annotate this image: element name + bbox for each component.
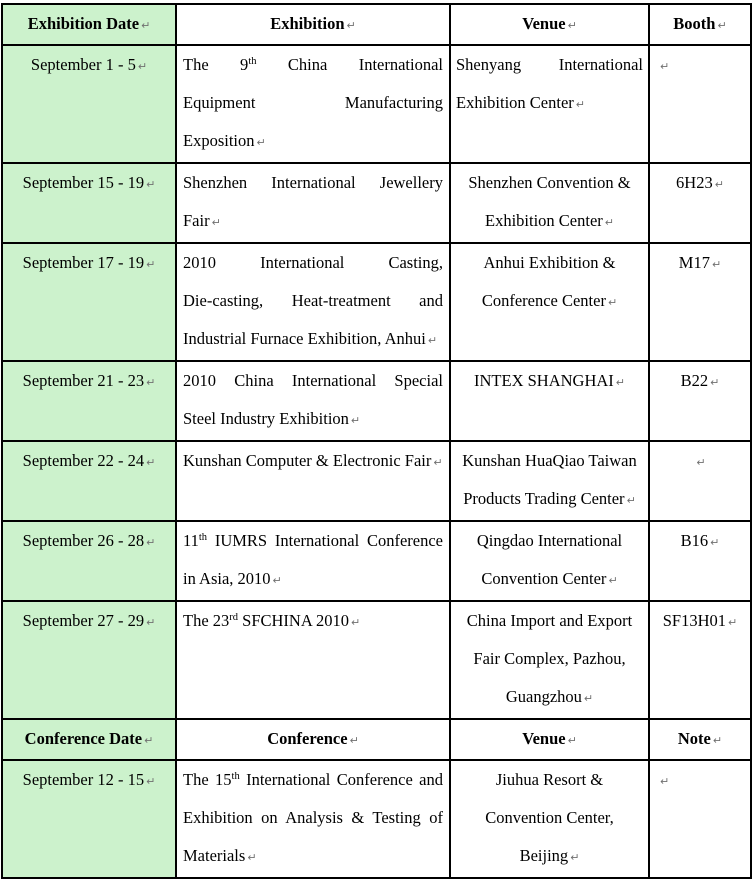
exhibition-cell: [176, 243, 450, 361]
text-line: [177, 720, 449, 759]
cell-text: Venue: [522, 14, 566, 33]
header-conference-date: [2, 719, 176, 760]
cell-text: Jiuhua Resort &: [495, 770, 604, 789]
table-row: [2, 441, 751, 521]
paragraph-mark-icon: ↵: [567, 19, 577, 32]
text-line: [451, 5, 648, 44]
table-row: [2, 361, 751, 441]
paragraph-mark-icon: ↵: [247, 851, 257, 864]
paragraph-mark-icon: ↵: [427, 334, 438, 347]
header-booth: [649, 4, 751, 45]
paragraph-mark-icon: ↵: [567, 734, 577, 747]
cell-text: September 12 - 15: [22, 770, 145, 789]
paragraph-mark-icon: ↵: [146, 178, 156, 191]
paragraph-mark-icon: ↵: [146, 536, 156, 549]
cell-text: Convention Center,: [485, 808, 614, 827]
cell-text: Note: [677, 729, 711, 748]
paragraph-mark-icon: ↵: [604, 216, 614, 229]
paragraph-mark-icon: ↵: [714, 178, 724, 191]
cell-text: Shenzhen International Jewellery Fair: [183, 173, 443, 230]
venue-cell: [450, 243, 649, 361]
cell-text: September 21 - 23: [22, 371, 145, 390]
paragraph-mark-icon: ↵: [146, 258, 156, 271]
text-line: [654, 442, 746, 482]
cell-text: Venue: [522, 729, 566, 748]
booth-cell: [649, 361, 751, 441]
cell-text: in Asia, 2010: [183, 569, 271, 588]
text-line: [654, 522, 746, 562]
text-line: [183, 84, 443, 162]
exhibition-cell: [176, 45, 450, 163]
paragraph-mark-icon: ↵: [660, 60, 670, 73]
paragraph-mark-icon: ↵: [660, 775, 670, 788]
date-cell: [2, 441, 176, 521]
header-note: [649, 719, 751, 760]
text-line: [456, 560, 643, 600]
exhibition-cell: [176, 521, 450, 601]
cell-text: September 15 - 19: [22, 173, 145, 192]
paragraph-mark-icon: ↵: [575, 98, 585, 111]
text-line: [456, 640, 643, 678]
cell-text: Exhibition on Analysis & Testing of: [183, 808, 443, 827]
text-line: [654, 362, 746, 402]
paragraph-mark-icon: ↵: [144, 734, 154, 747]
booth-cell: [649, 45, 751, 163]
ordinal-superscript: th: [231, 771, 240, 782]
booth-cell: [649, 601, 751, 719]
text-line: [654, 602, 746, 642]
date-cell: [2, 521, 176, 601]
text-line: [183, 244, 443, 282]
conference-header-row: [2, 719, 751, 760]
paragraph-mark-icon: ↵: [146, 376, 156, 389]
date-cell: [2, 243, 176, 361]
cell-text: 2010 International Casting,: [183, 253, 443, 272]
conference-cell: [176, 760, 450, 878]
paragraph-mark-icon: ↵: [141, 19, 151, 32]
cell-text: Die-casting, Heat-treatment and: [183, 291, 443, 310]
venue-cell: [450, 163, 649, 243]
text-line: [456, 244, 643, 282]
cell-text: The 15: [183, 770, 232, 789]
text-line: [183, 837, 443, 877]
cell-text: Exhibition: [270, 14, 345, 33]
cell-text: SF13H01: [662, 611, 727, 630]
exhibition-header-row: [2, 4, 751, 45]
text-line: [456, 522, 643, 560]
cell-text: Shenzhen Convention &: [468, 173, 631, 192]
cell-text: September 27 - 29: [22, 611, 145, 630]
venue-cell: [450, 441, 649, 521]
text-line: [654, 244, 746, 284]
text-line: [456, 602, 643, 640]
text-line: [3, 46, 175, 86]
paragraph-mark-icon: ↵: [146, 775, 156, 788]
cell-text: Conference Center: [481, 291, 606, 310]
cell-text: Anhui Exhibition &: [483, 253, 616, 272]
text-line: [650, 720, 750, 759]
text-line: [456, 282, 643, 322]
text-line: [3, 720, 175, 759]
paragraph-mark-icon: ↵: [608, 574, 618, 587]
cell-text: Fair Complex, Pazhou,: [473, 649, 626, 668]
text-line: [658, 46, 746, 86]
text-line: [456, 837, 643, 877]
ordinal-superscript: th: [198, 532, 208, 543]
text-line: [183, 282, 443, 320]
cell-text: Steel Industry Exhibition: [183, 409, 349, 428]
table-row: [2, 521, 751, 601]
cell-text: Products Trading Center: [463, 489, 625, 508]
paragraph-mark-icon: ↵: [350, 616, 361, 629]
cell-text: The 23: [183, 611, 230, 630]
paragraph-mark-icon: ↵: [146, 456, 156, 469]
cell-text: Shenyang International: [456, 55, 643, 74]
paragraph-mark-icon: ↵: [583, 692, 594, 705]
cell-text: September 17 - 19: [22, 253, 145, 272]
paragraph-mark-icon: ↵: [710, 376, 720, 389]
text-line: [456, 202, 643, 242]
venue-cell: [450, 760, 649, 878]
text-line: [183, 799, 443, 837]
paragraph-mark-icon: ↵: [346, 19, 356, 32]
cell-text: Industrial Furnace Exhibition, Anhui: [183, 329, 426, 348]
paragraph-mark-icon: ↵: [211, 216, 221, 229]
text-line: [456, 761, 643, 799]
paragraph-mark-icon: ↵: [626, 494, 636, 507]
cell-text: China International: [256, 55, 443, 74]
paragraph-mark-icon: ↵: [711, 258, 722, 271]
cell-text: September 22 - 24: [22, 451, 145, 470]
text-line: [456, 799, 643, 837]
date-cell: [2, 361, 176, 441]
exhibition-cell: [176, 601, 450, 719]
paragraph-mark-icon: ↵: [728, 616, 738, 629]
paragraph-mark-icon: ↵: [137, 60, 148, 73]
text-line: [456, 46, 643, 84]
text-line: [3, 522, 175, 562]
exhibition-cell: [176, 163, 450, 243]
booth-cell: [649, 521, 751, 601]
table-row: [2, 601, 751, 719]
cell-text: B16: [680, 531, 709, 550]
text-line: [658, 761, 746, 801]
text-line: [183, 602, 443, 642]
cell-text: Qingdao International: [476, 531, 623, 550]
cell-text: The 9: [183, 55, 249, 74]
cell-text: Exhibition Date: [27, 14, 140, 33]
text-line: [183, 164, 443, 242]
paragraph-mark-icon: ↵: [712, 734, 723, 747]
cell-text: Guangzhou: [505, 687, 582, 706]
text-line: [3, 362, 175, 402]
header-exhibition-date: [2, 4, 176, 45]
exhibition-cell: [176, 361, 450, 441]
cell-text: China Import and Export: [466, 611, 633, 630]
cell-text: Convention Center: [481, 569, 607, 588]
text-line: [3, 761, 175, 801]
cell-text: Equipment Manufacturing Exposition: [183, 93, 443, 150]
ordinal-superscript: rd: [229, 612, 239, 623]
cell-text: SFCHINA 2010: [238, 611, 349, 630]
cell-text: Exhibition Center: [485, 211, 603, 230]
table-row: [2, 45, 751, 163]
text-line: [451, 720, 648, 759]
text-line: [654, 164, 746, 204]
table-row: [2, 243, 751, 361]
paragraph-mark-icon: ↵: [615, 376, 625, 389]
text-line: [177, 5, 449, 44]
cell-text: 2010 China International Special: [183, 371, 443, 390]
paragraph-mark-icon: ↵: [717, 19, 727, 32]
header-conference-venue: [450, 719, 649, 760]
text-line: [183, 362, 443, 400]
paragraph-mark-icon: ↵: [570, 851, 580, 864]
cell-text: Conference: [267, 729, 348, 748]
text-line: [456, 84, 643, 124]
cell-text: Booth: [673, 14, 716, 33]
cell-text: B22: [680, 371, 709, 390]
paragraph-mark-icon: ↵: [350, 414, 361, 427]
text-line: [456, 480, 643, 520]
text-line: [3, 442, 175, 482]
cell-text: IUMRS International Conference: [207, 531, 443, 550]
text-line: [183, 560, 443, 600]
paragraph-mark-icon: ↵: [272, 574, 282, 587]
table-row: [2, 163, 751, 243]
paragraph-mark-icon: ↵: [433, 456, 443, 469]
paragraph-mark-icon: ↵: [607, 296, 618, 309]
booth-cell: [649, 441, 751, 521]
cell-text: Beijing: [519, 846, 569, 865]
text-line: [183, 400, 443, 440]
cell-text: International Conference and: [239, 770, 443, 789]
cell-text: INTEX SHANGHAI: [474, 371, 614, 390]
header-conference: [176, 719, 450, 760]
venue-cell: [450, 45, 649, 163]
cell-text: 11: [183, 531, 199, 550]
text-line: [650, 5, 750, 44]
note-cell: [649, 760, 751, 878]
text-line: [456, 678, 643, 718]
text-line: [183, 442, 443, 482]
paragraph-mark-icon: ↵: [696, 456, 706, 469]
venue-cell: [450, 601, 649, 719]
exhibitions-table: [1, 3, 752, 879]
text-line: [456, 442, 643, 480]
cell-text: September 26 - 28: [22, 531, 145, 550]
text-line: [183, 46, 443, 84]
text-line: [456, 362, 643, 402]
ordinal-superscript: th: [248, 56, 257, 67]
text-line: [456, 164, 643, 202]
booth-cell: [649, 163, 751, 243]
text-line: [3, 5, 175, 44]
header-venue: [450, 4, 649, 45]
venue-cell: [450, 521, 649, 601]
cell-text: September 1 - 5: [30, 55, 136, 74]
exhibition-cell: [176, 441, 450, 521]
venue-cell: [450, 361, 649, 441]
text-line: [183, 761, 443, 799]
text-line: [183, 522, 443, 560]
text-line: [183, 320, 443, 360]
text-line: [3, 164, 175, 204]
cell-text: Exhibition Center: [456, 93, 574, 112]
cell-text: Conference Date: [24, 729, 143, 748]
paragraph-mark-icon: ↵: [349, 734, 359, 747]
text-line: [3, 602, 175, 642]
header-exhibition: [176, 4, 450, 45]
paragraph-mark-icon: ↵: [146, 616, 156, 629]
paragraph-mark-icon: ↵: [256, 136, 266, 149]
date-cell: [2, 45, 176, 163]
booth-cell: [649, 243, 751, 361]
cell-text: 6H23: [676, 173, 713, 192]
paragraph-mark-icon: ↵: [710, 536, 720, 549]
cell-text: Materials: [183, 846, 246, 865]
cell-text: Kunshan Computer & Electronic Fair: [183, 451, 432, 470]
date-cell: [2, 601, 176, 719]
cell-text: Kunshan HuaQiao Taiwan: [462, 451, 637, 470]
table-row: [2, 760, 751, 878]
cell-text: M17: [678, 253, 710, 272]
text-line: [3, 244, 175, 284]
date-cell: [2, 163, 176, 243]
date-cell: [2, 760, 176, 878]
